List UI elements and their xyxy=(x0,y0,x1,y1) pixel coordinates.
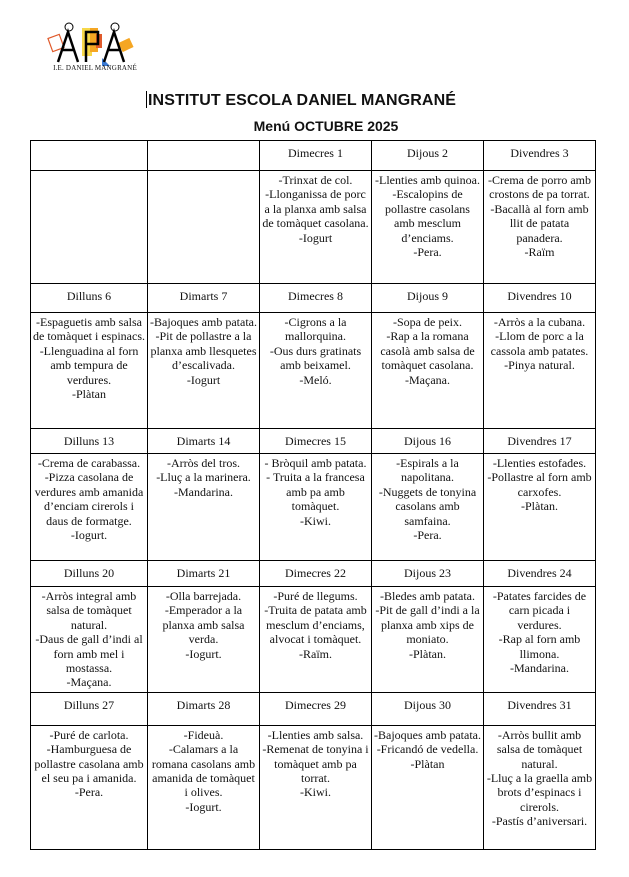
day-menu-cell xyxy=(484,313,596,429)
day-menu-cell xyxy=(260,313,372,429)
dish-item: -Arròs del tros. xyxy=(167,456,240,470)
day-menu-cell xyxy=(372,313,484,429)
day-menu-cell xyxy=(372,454,484,561)
day-menu-cell xyxy=(484,171,596,284)
text-cursor xyxy=(146,91,147,108)
day-label: Dilluns 13 xyxy=(31,429,148,454)
dish-item: -Pera. xyxy=(413,528,442,543)
dish-item: -Llenties amb salsa. xyxy=(267,727,364,742)
day-menu-cell xyxy=(260,725,372,849)
dish-item: -Raïm. xyxy=(299,646,332,661)
dish-item: -Meló. xyxy=(299,372,332,387)
day-menu-cell xyxy=(31,171,148,284)
day-label: Divendres 17 xyxy=(484,429,596,454)
day-label: Dimarts 14 xyxy=(148,429,260,454)
dish-item: -Pinya natural. xyxy=(504,358,575,373)
dish-item: -Iogurt. xyxy=(70,528,108,543)
week-menu-row xyxy=(31,454,596,561)
dish-item: -Lluç a la marinera. xyxy=(156,470,251,485)
dish-item: -Ous durs gratinats amb beixamel. xyxy=(269,343,362,373)
dish-item: -Puré de llegums. xyxy=(273,589,358,603)
dish-item: -Cigrons a la mallorquina. xyxy=(284,315,347,344)
dish-item: -Llonganissa de porc a la planxa amb salsa de tomàquet casolana. xyxy=(262,187,369,231)
dish-item: -Bacallà al forn amb llit de patata panadera. xyxy=(490,201,589,245)
dish-item: -Espaguetis amb salsa de tomàquet i espinacs. xyxy=(33,315,145,344)
day-label: Divendres 10 xyxy=(484,284,596,313)
dish-item: -Iogurt xyxy=(298,230,333,245)
dish-item: -Plàtan xyxy=(72,387,106,402)
day-menu-cell xyxy=(260,171,372,284)
day-menu-cell xyxy=(31,587,148,693)
dish-item: -Pera. xyxy=(413,245,442,260)
day-menu-cell xyxy=(260,454,372,561)
dish-item: -Iogurt. xyxy=(185,646,222,661)
menu-subtitle: Menú OCTUBRE 2025 xyxy=(253,118,399,134)
day-label: Dijous 16 xyxy=(372,429,484,454)
dish-item: -Llenties estofades. xyxy=(492,456,587,470)
week-menu-row xyxy=(31,171,596,284)
logo-caption: I.E. DANIEL MANGRANÉ xyxy=(53,64,137,72)
day-label: Divendres 31 xyxy=(484,692,596,725)
dish-item: -Plàtan. xyxy=(409,646,446,661)
dish-item: -Calamars a la romana casolans amb amanida de tomàquet i olives. xyxy=(151,742,256,800)
day-label xyxy=(31,141,148,171)
dish-item: -Pit de pollastre a la planxa amb llesquetes d’escalivada. xyxy=(150,329,257,373)
day-menu-cell xyxy=(148,454,260,561)
menu-table xyxy=(30,140,596,850)
dish-item: -Bajoques amb patata. xyxy=(374,727,481,742)
dish-item: -Olla barrejada. xyxy=(165,589,242,603)
dish-item: -Bledes amb patata. xyxy=(380,589,475,603)
dish-item: -Lluç a la graella amb brots d’espinacs i cirerols. xyxy=(486,771,593,814)
day-label: Dimarts 21 xyxy=(148,561,260,587)
dish-item: -Arròs bullit amb salsa de tomàquet natural. xyxy=(496,727,583,771)
dish-item: -Puré de carlota. xyxy=(49,727,129,742)
dish-item: -Mandarina. xyxy=(510,661,569,676)
day-menu-cell xyxy=(484,587,596,693)
day-label: Dimecres 8 xyxy=(260,284,372,313)
dish-item: -Kiwi. xyxy=(300,513,331,528)
day-menu-cell xyxy=(372,725,484,849)
dish-item: -Maçana. xyxy=(66,675,112,690)
week-menu-row xyxy=(31,313,596,429)
dish-item: -Trinxat de col. xyxy=(278,173,353,187)
dish-item: -Daus de gall d’indi al forn amb mel i mostassa. xyxy=(35,632,143,676)
week-header-row xyxy=(31,692,596,725)
dish-item: - Truita a la francesa amb pa amb tomàquet. xyxy=(266,470,365,514)
day-menu-cell xyxy=(148,725,260,849)
dish-item: -Sopa de peix. xyxy=(393,315,462,329)
dish-item: -Maçana. xyxy=(405,372,450,387)
day-label: Dimecres 15 xyxy=(260,429,372,454)
dish-item: -Hamburguesa de pollastre casolana amb el seu pa i amanida. xyxy=(34,742,144,786)
day-label: Divendres 3 xyxy=(484,141,596,171)
day-menu-cell xyxy=(372,171,484,284)
dish-item: -Espirals a la napolitana. xyxy=(396,456,459,485)
dish-item: -Kiwi. xyxy=(300,785,331,800)
week-header-row xyxy=(31,141,596,171)
day-label: Dimarts 7 xyxy=(148,284,260,313)
day-label: Dijous 2 xyxy=(372,141,484,171)
dish-item: -Llenties amb quinoa. xyxy=(375,173,480,187)
dish-item: -Raïm xyxy=(524,245,555,260)
day-label: Dilluns 27 xyxy=(31,692,148,725)
dish-item: -Arròs integral amb salsa de tomàquet natural. xyxy=(41,589,137,632)
day-label: Dijous 30 xyxy=(372,692,484,725)
dish-item: -Escalopins de pollastre casolans amb mesclum d’enciams. xyxy=(385,187,470,245)
day-menu-cell xyxy=(260,587,372,693)
page-title: INSTITUT ESCOLA DANIEL MANGRANÉ xyxy=(148,92,456,109)
day-menu-cell xyxy=(31,454,148,561)
dish-item: -Patates farcides de carn picada i verdures. xyxy=(492,589,587,632)
dish-item: -Pollastre al forn amb carxofes. xyxy=(487,470,592,499)
week-header-row xyxy=(31,284,596,313)
dish-item: -Rap al forn amb llimona. xyxy=(498,632,581,661)
week-menu-row xyxy=(31,725,596,849)
dish-item: -Bajoques amb patata. xyxy=(150,315,257,329)
page-title-wrap xyxy=(0,91,602,110)
dish-item: -Iogurt xyxy=(186,372,221,387)
dish-item: -Plàtan xyxy=(410,756,445,771)
dish-item: -Rap a la romana casolà amb salsa de tomàquet casolana. xyxy=(380,329,475,373)
day-label xyxy=(148,141,260,171)
week-menu-row xyxy=(31,587,596,693)
day-label: Dimecres 1 xyxy=(260,141,372,171)
day-menu-cell xyxy=(484,454,596,561)
day-menu-cell xyxy=(31,725,148,849)
day-menu-cell xyxy=(148,171,260,284)
week-header-row xyxy=(31,561,596,587)
dish-item: -Fricandó de vedella. xyxy=(376,742,479,757)
day-menu-cell xyxy=(372,587,484,693)
day-label: Divendres 24 xyxy=(484,561,596,587)
dish-item: -Nuggets de tonyina casolans amb samfaina. xyxy=(378,484,477,528)
day-label: Dijous 23 xyxy=(372,561,484,587)
dish-item: -Arròs a la cubana. xyxy=(493,315,586,329)
dish-item: -Pizza casolana de verdures amb amanida d’enciam cirerols i daus de formatge. xyxy=(34,470,144,528)
day-label: Dilluns 6 xyxy=(31,284,148,313)
day-label: Dilluns 20 xyxy=(31,561,148,587)
dish-item: -Mandarina. xyxy=(174,484,233,499)
day-menu-cell xyxy=(31,313,148,429)
dish-item: -Pastís d’aniversari. xyxy=(491,814,588,829)
day-menu-cell xyxy=(484,725,596,849)
dish-item: -Fideuà. xyxy=(183,727,224,742)
dish-item: -Plàtan. xyxy=(521,499,558,514)
day-menu-cell xyxy=(148,313,260,429)
dish-item: -Remenat de tonyina i tomàquet amb pa torrat. xyxy=(262,742,369,786)
dish-item: -Truita de patata amb mesclum d’enciams, alvocat i tomàquet. xyxy=(264,603,367,647)
dish-item: -Crema de carabassa. xyxy=(37,456,141,470)
day-menu-cell xyxy=(148,587,260,693)
dish-item: -Pera. xyxy=(74,785,104,800)
day-label: Dimarts 28 xyxy=(148,692,260,725)
dish-item: -Llenguadina al forn amb tempura de verdures. xyxy=(39,343,139,387)
day-label: Dimecres 29 xyxy=(260,692,372,725)
week-header-row xyxy=(31,429,596,454)
dish-item: -Iogurt. xyxy=(185,799,222,814)
day-label: Dimecres 22 xyxy=(260,561,372,587)
day-label: Dijous 9 xyxy=(372,284,484,313)
dish-item: -Crema de porro amb crostons de pa torrat. xyxy=(488,173,591,202)
dish-item: -Emperador a la planxa amb salsa verda. xyxy=(162,603,245,647)
dish-item: -Llom de porc a la cassola amb patates. xyxy=(490,329,589,358)
dish-item: - Bròquil amb patata. xyxy=(264,456,367,470)
dish-item: -Pit de gall d’indi a la planxa amb xips de moniato. xyxy=(375,603,480,647)
